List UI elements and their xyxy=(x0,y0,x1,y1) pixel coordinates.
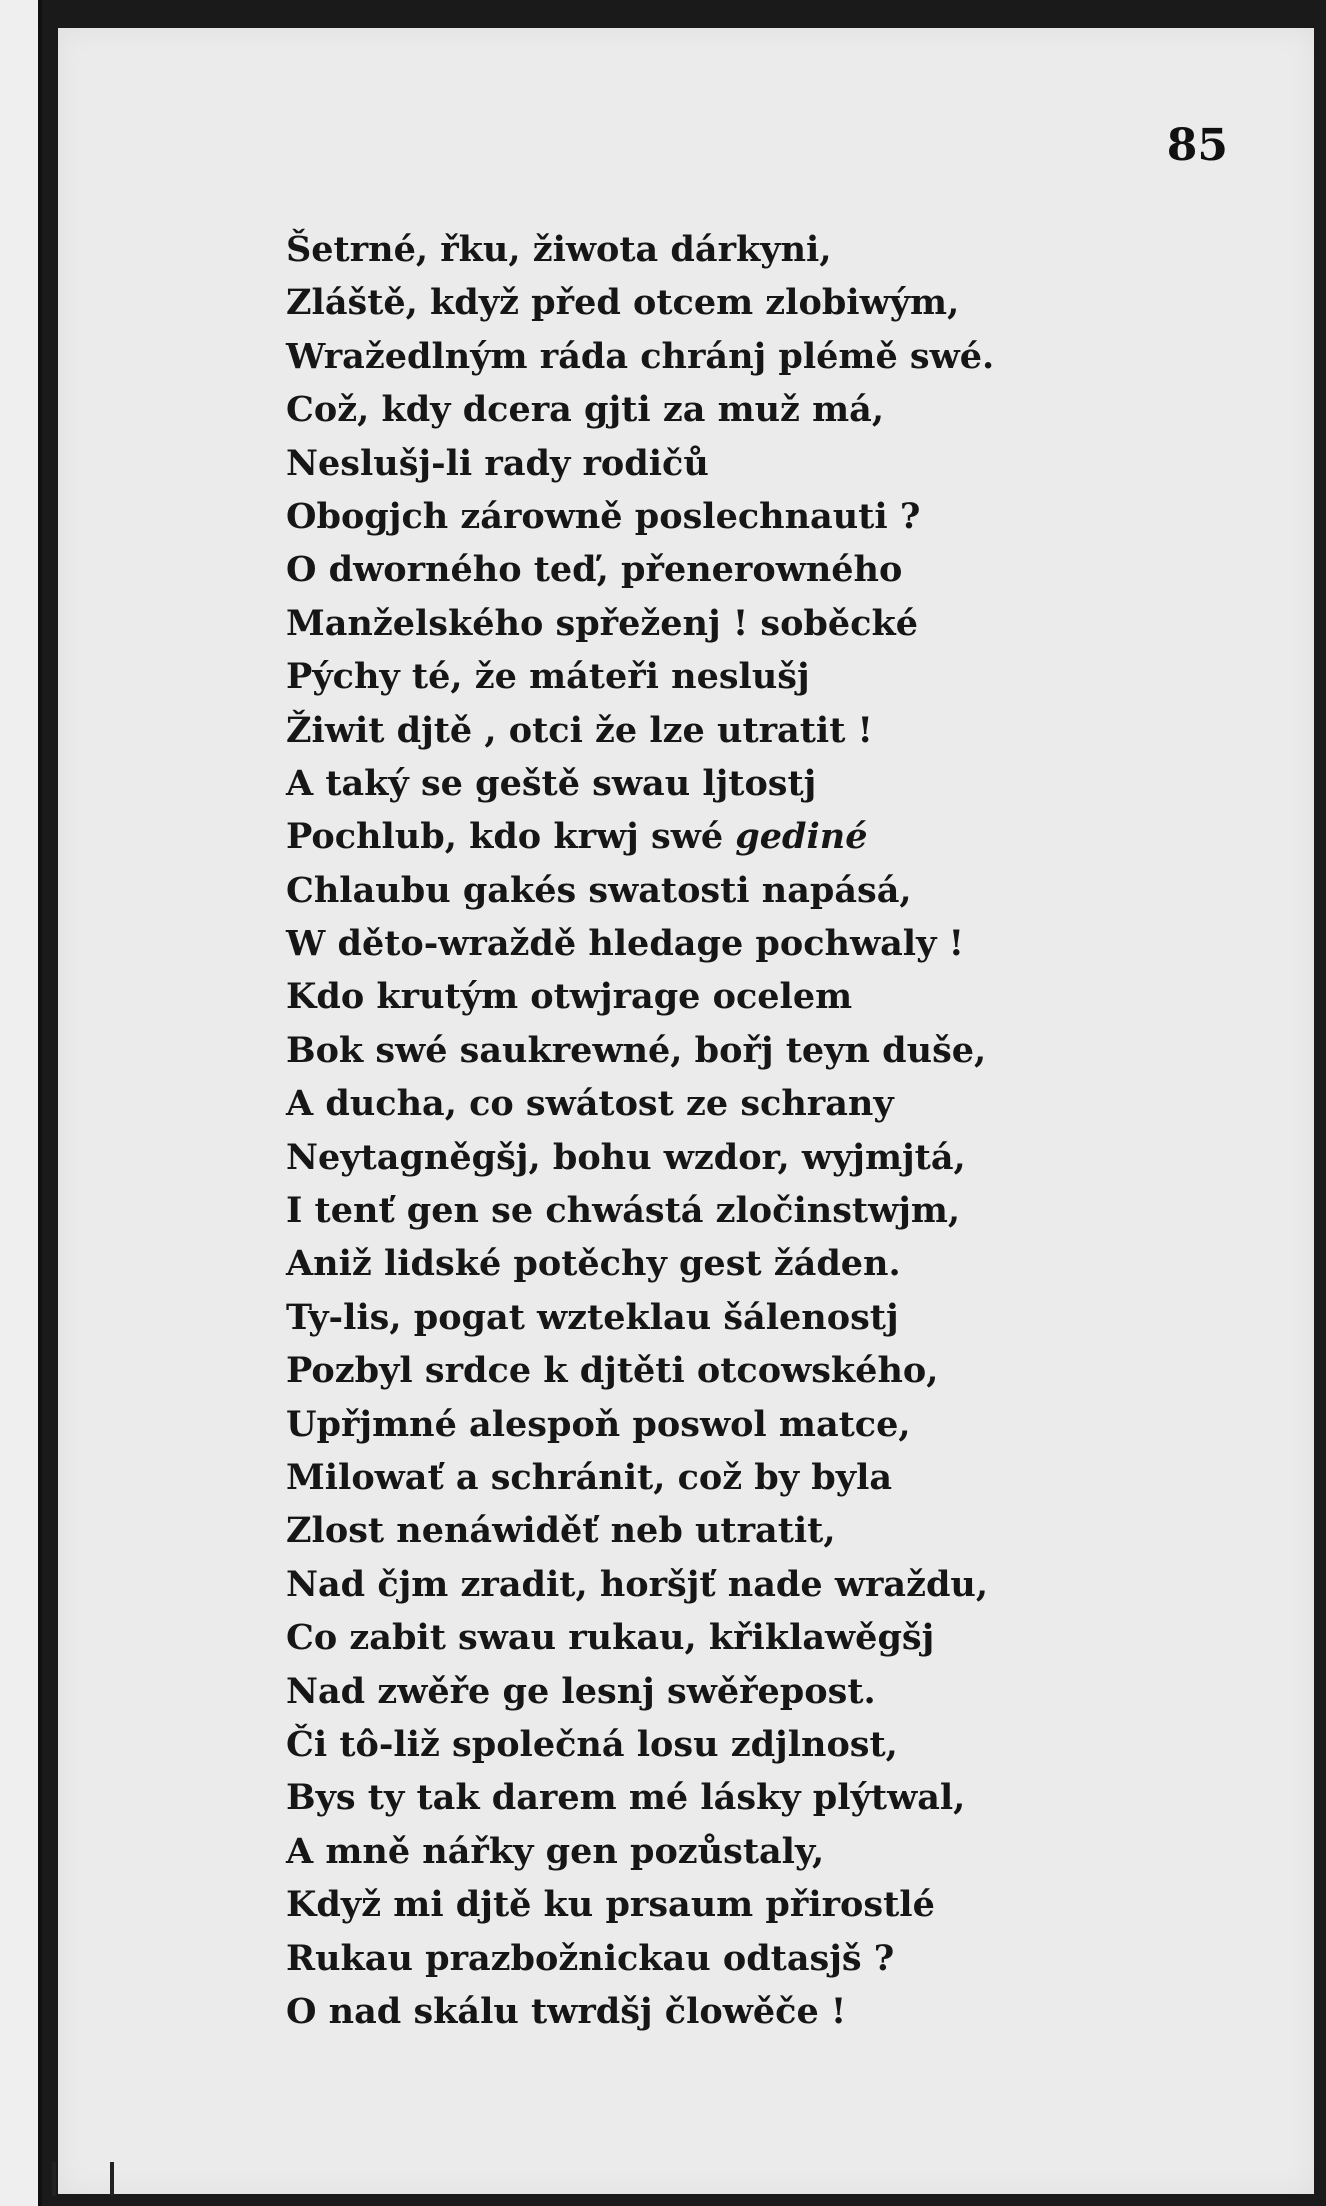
poem-line: Šetrné, řku, žiwota dárkyni, xyxy=(286,229,832,270)
poem-line: Nad zwěře ge lesnj swěřepost. xyxy=(286,1670,876,1712)
poem-line: Kdo krutým otwjrage ocelem xyxy=(286,976,853,1018)
poem-line: W děto-wraždě hledage pochwaly ! xyxy=(286,923,964,965)
poem-line: Zláště, když před otcem zlobiwým, xyxy=(286,282,960,324)
poem-line: Obogjch zárowně poslechnauti ? xyxy=(286,495,921,537)
poem-line: O dworného teď, přenerowného xyxy=(286,549,903,591)
poem-line: Neytagněgšj, bohu wzdor, wyjmjtá, xyxy=(286,1136,966,1178)
poem-line: I tenť gen se chwástá zločinstwjm, xyxy=(286,1190,961,1232)
previous-page-edge xyxy=(0,0,42,2206)
poem-line: Zlost nenáwiděť neb utratit, xyxy=(286,1510,836,1552)
poem-line: Když mi djtě ku prsaum přirostlé xyxy=(286,1884,935,1926)
poem-line: Pozbyl srdce k djtěti otcowského, xyxy=(286,1350,939,1392)
poem-line: Což, kdy dcera gjti za muž má, xyxy=(286,389,885,431)
poem-line: O nad skálu twrdšj člowěče ! xyxy=(286,1990,847,2032)
poem-line: Bys ty tak darem mé lásky plýtwal, xyxy=(286,1777,966,1819)
poem-line: Rukau prazbožnickau odtasjš ? xyxy=(286,1937,895,1979)
poem-line: Bok swé saukrewné, bořj teyn duše, xyxy=(286,1029,987,1071)
poem-line: Nad čjm zradit, horšjť nade wraždu, xyxy=(286,1563,989,1605)
poem-line: Wražedlným ráda chránj plémě swé. xyxy=(286,335,995,377)
scan-mark xyxy=(52,2162,56,2196)
poem-line: Neslušj-li rady rodičů xyxy=(286,442,709,484)
poem-line: A mně nářky gen pozůstaly, xyxy=(286,1830,825,1872)
poem-line: A ducha, co swátost ze schrany xyxy=(286,1083,894,1125)
poem-line: Pochlub, kdo krwj swé gediné xyxy=(286,816,868,858)
page-gutter xyxy=(38,0,42,2206)
poem-line: A taký se geště swau ljtostj xyxy=(286,762,817,804)
book-page xyxy=(58,28,1314,2194)
poem-line: Chlaubu gakés swatosti napásá, xyxy=(286,869,912,911)
emphasized-word: gediné xyxy=(735,816,868,858)
scan-mark xyxy=(110,2162,114,2196)
poem-line: Co zabit swau rukau, křiklawěgšj xyxy=(286,1617,935,1659)
poem-line: Žiwit djtě , otci že lze utratit ! xyxy=(286,709,873,751)
poem-line: Ty-lis, pogat wzteklau šálenostj xyxy=(286,1296,899,1338)
poem-line: Pýchy té, že máteři neslušj xyxy=(286,656,810,698)
poem-line: Aniž lidské potěchy gest žáden. xyxy=(286,1243,901,1285)
poem-text xyxy=(286,223,994,2038)
poem-line: Či tô-liž společná losu zdjlnost, xyxy=(286,1723,898,1765)
poem-line: Milowať a schránit, což by byla xyxy=(286,1456,893,1498)
page-number: 85 xyxy=(1166,120,1228,171)
poem-line: Upřjmné alespoň poswol matce, xyxy=(286,1403,911,1445)
poem-line: Manželského spřeženj ! soběcké xyxy=(286,602,918,644)
